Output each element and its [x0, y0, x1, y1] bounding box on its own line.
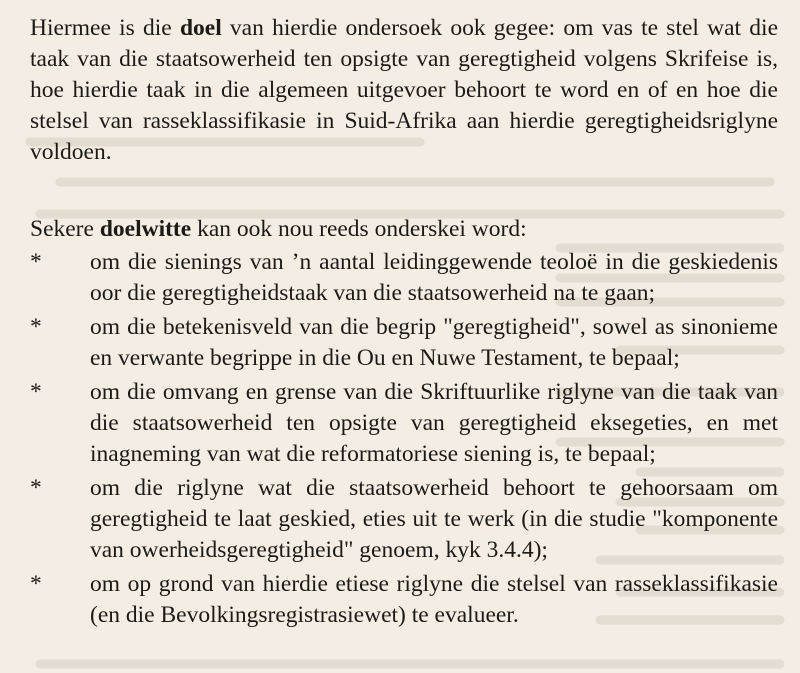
- list-item-text: om die omvang en grense van die Skriftuurlike riglyne van die taak van die staatsowerheid ten opsigte van geregtigheid eksegeties, en met inagneming van wat die reformatoriese siening is, te bepaal;: [90, 379, 778, 467]
- objectives-list: [30, 247, 778, 631]
- list-item-text: om die sienings van ’n aantal leidinggewende teoloë in die geskiedenis oor die geregtigheidstaak van die staatsowerheid na te gaan;: [90, 249, 778, 306]
- document-page: [30, 13, 778, 634]
- text: Hiermee is die: [30, 15, 180, 41]
- text: Sekere: [30, 216, 100, 242]
- text: van hierdie ondersoek ook gegee: om vas te stel wat die taak van die staatsowerheid ten opsigte van geregtigheid volgens Skrifeise is, hoe hierdie taak in die algemeen uitgevoer behoort te word en of en hoe die stelsel van rasseklassifikasie in Suid-Afrika aan hierdie geregtigheidsriglyne voldoen.: [30, 15, 779, 165]
- bullet-asterisk: *: [30, 379, 42, 405]
- bullet-asterisk: *: [30, 249, 42, 275]
- list-item: [30, 312, 778, 374]
- bullet-asterisk: *: [30, 314, 42, 340]
- list-item-text: om die betekenisveld van die begrip "geregtigheid", sowel as sinonieme en verwante begrippe in die Ou en Nuwe Testament, te bepaal;: [90, 314, 778, 371]
- list-item-text: om op grond van hierdie etiese riglyne die stelsel van rasseklassifikasie (en die Bevolkingsregistrasiewet) te evalueer.: [90, 571, 778, 628]
- bold-term: doelwitte: [99, 216, 192, 242]
- bullet-asterisk: *: [30, 571, 42, 597]
- list-item: [30, 569, 778, 631]
- bold-term: doel: [179, 15, 222, 41]
- text: kan ook nou reeds onderskei word:: [191, 216, 527, 242]
- paragraph-purpose: [30, 13, 778, 168]
- list-item-text: om die riglyne wat die staatsowerheid behoort te gehoorsaam om geregtigheid te laat geskied, eties uit te werk (in die studie "komponente van owerheidsgeregtigheid" genoem, kyk 3.4.4);: [90, 475, 778, 563]
- list-item: [30, 247, 778, 309]
- list-item: [30, 473, 778, 566]
- list-item: [30, 377, 778, 470]
- paragraph-objectives-intro: [30, 214, 778, 245]
- bullet-asterisk: *: [30, 475, 42, 501]
